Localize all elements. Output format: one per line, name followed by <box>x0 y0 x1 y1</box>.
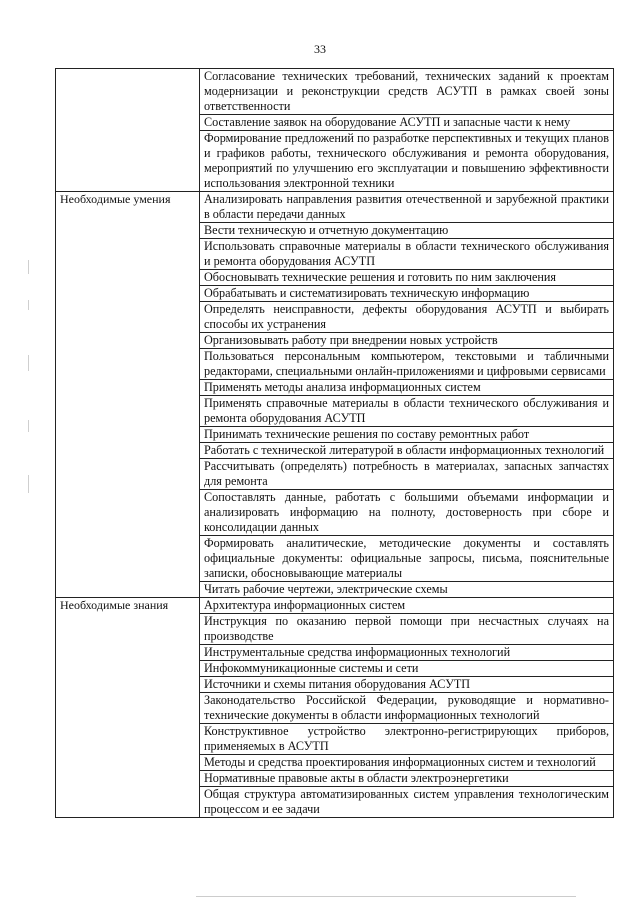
cell-text: Организовывать работу при внедрении новых устройств <box>204 333 498 347</box>
cell-text: Рассчитывать (определять) потребность в материалах, запасных запчастях для ремонта <box>204 459 609 488</box>
table-cell <box>200 645 614 661</box>
cell-text: Законодательство Российской Федерации, руководящие и нормативно-технические документы в области информационных технологий <box>204 693 609 722</box>
cell-text: Работать с технической литературой в области информационных технологий <box>204 443 605 457</box>
table-row <box>56 598 614 614</box>
cell-text: Согласование технических требований, технических заданий к проектам модернизации и реконструкции средств АСУТП в рамках своей зоны ответственности <box>204 69 609 113</box>
table-cell <box>200 115 614 131</box>
row-label: Необходимые знания <box>60 598 169 612</box>
table-cell <box>200 396 614 427</box>
table-cell <box>200 787 614 818</box>
table-cell <box>200 69 614 115</box>
cell-text: Читать рабочие чертежи, электрические схемы <box>204 582 448 596</box>
table-cell <box>200 131 614 192</box>
cell-text: Вести техническую и отчетную документацию <box>204 223 449 237</box>
cell-text: Архитектура информационных систем <box>204 598 406 612</box>
table-row <box>56 69 614 115</box>
cell-text: Использовать справочные материалы в области технического обслуживания и ремонта оборудования АСУТП <box>204 239 609 268</box>
table-cell <box>200 286 614 302</box>
table-cell <box>200 490 614 536</box>
table-cell <box>200 582 614 598</box>
table-cell <box>200 755 614 771</box>
cell-text: Инструкция по оказанию первой помощи при несчастных случаях на производстве <box>204 614 609 643</box>
table-row <box>56 192 614 223</box>
cell-text: Обосновывать технические решения и готовить по ним заключения <box>204 270 557 284</box>
cell-text: Инструментальные средства информационных технологий <box>204 645 511 659</box>
table-cell <box>200 302 614 333</box>
table-cell <box>200 270 614 286</box>
table-cell <box>200 349 614 380</box>
table-cell <box>200 614 614 645</box>
scan-margin-marks <box>28 260 30 500</box>
table-cell <box>200 724 614 755</box>
cell-text: Применять методы анализа информационных систем <box>204 380 481 394</box>
table-cell <box>200 677 614 693</box>
cell-text: Принимать технические решения по составу ремонтных работ <box>204 427 530 441</box>
row-label: Необходимые умения <box>60 192 171 206</box>
page-number: 33 <box>314 42 326 56</box>
row-label-cell <box>56 598 200 818</box>
cell-text: Анализировать направления развития отечественной и зарубежной практики в области передачи данных <box>204 192 609 221</box>
cell-text: Источники и схемы питания оборудования АСУТП <box>204 677 471 691</box>
table-cell <box>200 771 614 787</box>
table-cell <box>200 598 614 614</box>
table-cell <box>200 661 614 677</box>
cell-text: Составление заявок на оборудование АСУТП и запасные части к нему <box>204 115 571 129</box>
cell-text: Формирование предложений по разработке перспективных и текущих планов и графиков работы, технического обслуживания и ремонта оборудования, мероприятий по улучшению его эксплуатации и повышению эффективности использования электронной техники <box>204 131 609 190</box>
table-cell <box>200 459 614 490</box>
table-cell <box>200 380 614 396</box>
cell-text: Сопоставлять данные, работать с большими объемами информации и анализировать информацию на полноту, достоверность при сборе и консолидации данных <box>204 490 609 534</box>
cell-text: Применять справочные материалы в области технического обслуживания и ремонта оборудования АСУТП <box>204 396 609 425</box>
table-cell <box>200 427 614 443</box>
cell-text: Формировать аналитические, методические документы и составлять официальные документы: официальные запросы, письма, пояснительные записки, обосновывающие материалы <box>204 536 609 580</box>
cell-text: Нормативные правовые акты в области электроэнергетики <box>204 771 509 785</box>
scan-bottom-edge <box>196 896 576 897</box>
cell-text: Обрабатывать и систематизировать техническую информацию <box>204 286 530 300</box>
table-cell <box>200 443 614 459</box>
table-cell <box>200 239 614 270</box>
cell-text: Общая структура автоматизированных систем управления технологическим процессом и ее задачи <box>204 787 609 816</box>
table-cell <box>200 536 614 582</box>
row-label-cell <box>56 192 200 598</box>
competency-table <box>55 68 614 818</box>
table-cell <box>200 333 614 349</box>
cell-text: Определять неисправности, дефекты оборудования АСУТП и выбирать способы их устранения <box>204 302 609 331</box>
cell-text: Инфокоммуникационные системы и сети <box>204 661 419 675</box>
cell-text: Методы и средства проектирования информационных систем и технологий <box>204 755 596 769</box>
table-cell <box>200 192 614 223</box>
table-cell <box>200 693 614 724</box>
cell-text: Пользоваться персональным компьютером, текстовыми и табличными редакторами, специальными онлайн-приложениями и цифровыми сервисами <box>204 349 609 378</box>
table-cell <box>200 223 614 239</box>
cell-text: Конструктивное устройство электронно-регистрирующих приборов, применяемых в АСУТП <box>204 724 609 753</box>
row-label-cell <box>56 69 200 192</box>
